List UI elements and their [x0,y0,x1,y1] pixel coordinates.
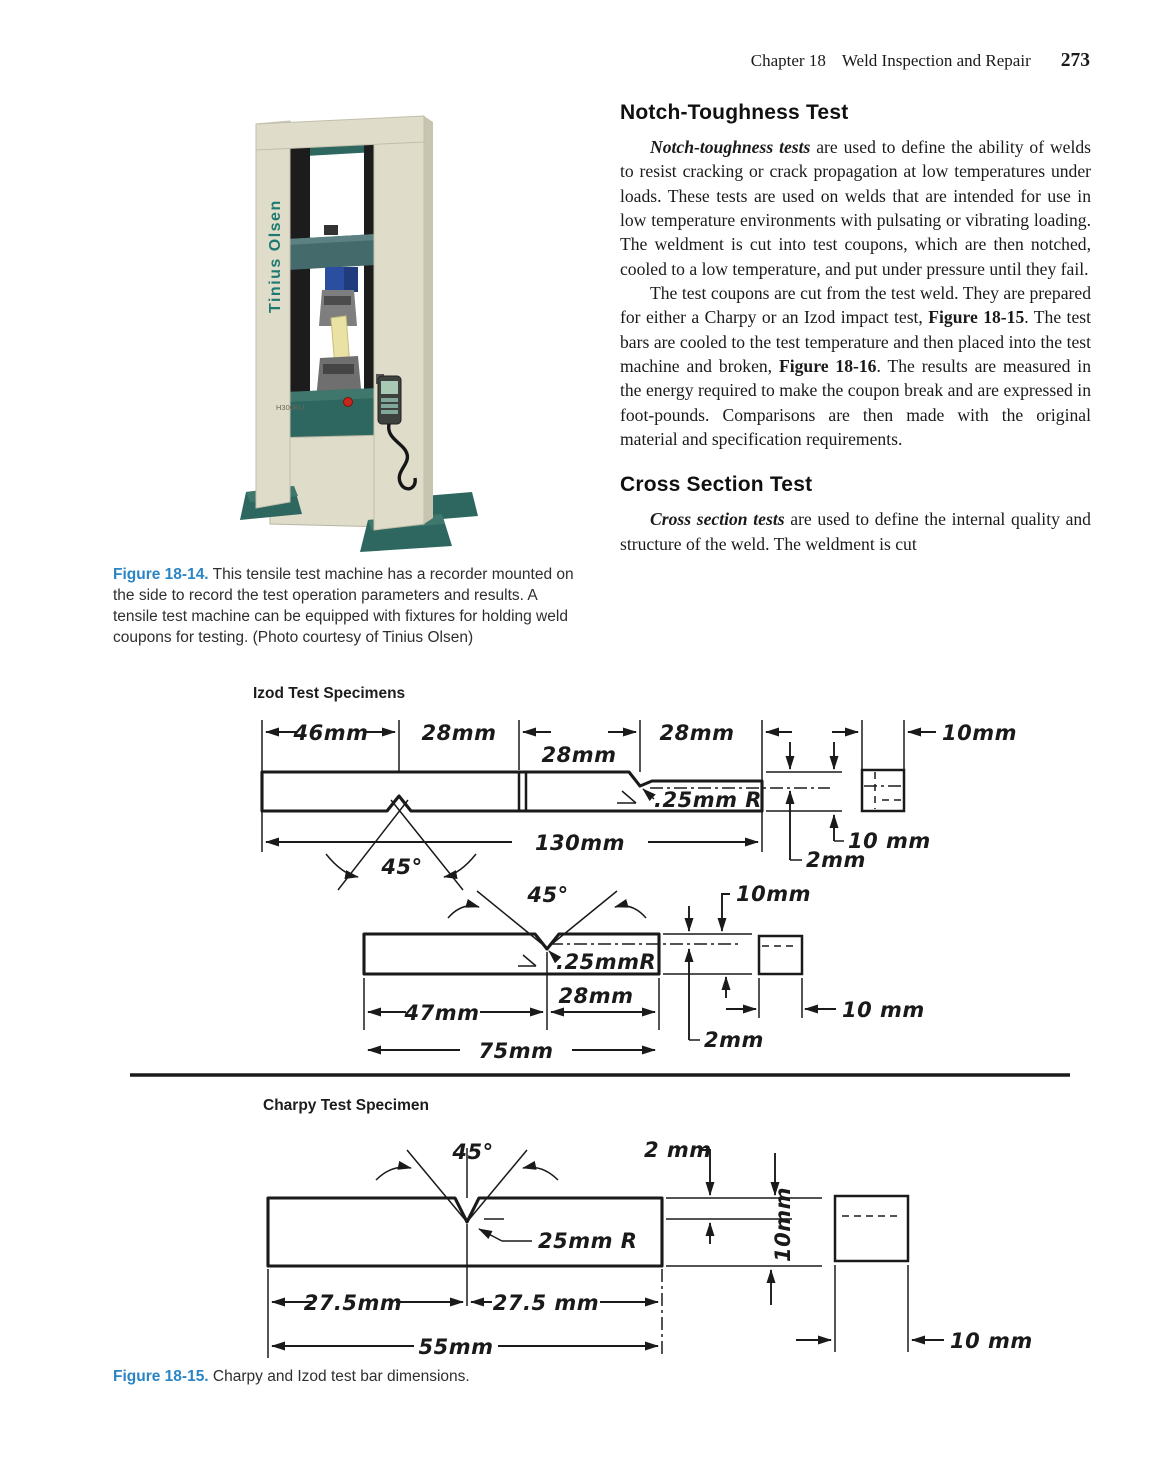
izod1-angle-45: 45° [381,855,423,879]
running-header [620,50,1090,72]
charpy-dim-55mm: 55mm [418,1335,494,1359]
machine-brand-text: Tinius Olsen [267,199,284,313]
izod-specimen-2-drawing [364,882,925,1063]
izod1-dim-2mm: 2mm [806,848,866,872]
machine-left-column [256,121,290,508]
izod2-dim-75mm: 75mm [478,1039,554,1063]
controller-keys-row1 [381,398,398,402]
izod2-angle-45: 45° [527,883,569,907]
text-column [620,101,1091,556]
section-heading-notch-toughness: Notch-Toughness Test [620,101,849,124]
izod2-dim-10mm-bottom: 10 mm [842,998,925,1022]
machine-right-column [374,116,424,530]
figure-18-15-label: Figure 18-15. [113,1368,209,1385]
izod1-dim-28mm-b: 28mm [541,743,617,767]
figure-18-15-text: Charpy and Izod test bar dimensions. [208,1368,470,1385]
izod1-dim-10mm-top: 10mm [942,721,1017,745]
charpy-dim-2mm: 2 mm [644,1138,712,1162]
izod1-dim-10mm-side: 10 mm [848,829,931,853]
tensile-test-machine-photo [228,98,490,556]
machine-load-cell-shade [344,267,358,292]
figure-18-14-text: This tensile test machine has a recorder mounted on the side to record the test operation parameters and results. A tensile test machine can be equipped with fixtures for holding weld coupons for testing. (Photo courtesy of Tinius Olsen) [113,566,574,646]
paragraph-cross-1: Cross section tests are used to define the internal quality and structure of the weld. The weldment is cut [620,509,1091,554]
charpy-radius: 25mm R [538,1229,638,1253]
paragraph-notch-2: The test coupons are cut from the test weld. They are prepared for either a Charpy or an Izod impact test, Figure 18-15. The test bars are cooled to the test temperature and then placed into the test machine and broken, Figure 18-16. The results are measured in the energy required to make the coupon break and are expressed in foot-pounds. Comparisons are then made with the original material and specification requirements. [620,283,1091,450]
izod1-radius: .25mm R [654,788,762,812]
controller-keys-row3 [381,410,398,414]
controller-keys-row2 [381,404,398,408]
charpy-dim-10mm-bottom: 10 mm [950,1329,1033,1353]
chapter-label: Chapter 18 [750,51,826,70]
izod2-dim-28mm: 28mm [558,984,634,1008]
charpy-dim-10mm-rotated: 10mm [771,1187,795,1262]
section-heading-cross-section: Cross Section Test [620,473,813,497]
controller-screen [381,381,398,394]
izod1-dim-130mm: 130mm [534,831,626,855]
izod-specimen-1-drawing [262,720,1017,890]
izod2-dim-47mm: 47mm [404,1001,480,1025]
izod1-dim-28mm-c: 28mm [659,721,735,745]
charpy-dim-27.5mm-b: 27.5 mm [492,1291,600,1315]
charpy-dim-27.5mm-a: 27.5mm [303,1291,403,1315]
figure-18-15-caption [113,1366,813,1387]
page-number: 273 [1060,50,1090,71]
machine-right-column-side [424,116,433,524]
izod2-dim-10mm-top: 10mm [736,882,811,906]
figure-18-14-caption [113,564,585,648]
figure-18-15-drawing [130,678,1070,1368]
machine-model-text: H300KU [276,403,305,412]
chapter-title: Weld Inspection and Repair [841,51,1031,70]
charpy-angle-45: 45° [452,1140,494,1164]
charpy-specimen-label: Charpy Test Specimen [263,1097,429,1114]
izod2-dim-2mm: 2mm [704,1028,764,1052]
machine-lower-grip-jaw [323,364,354,374]
izod1-dim-28mm-a: 28mm [421,721,497,745]
machine-upper-grip-jaw [324,296,351,305]
charpy-specimen-drawing [268,1138,1033,1359]
izod-specimens-label: Izod Test Specimens [253,685,406,702]
izod1-dim-46mm: 46mm [293,721,369,745]
figure-18-14-label: Figure 18-14. [113,566,209,583]
machine-crosshead-knob [324,225,338,235]
paragraph-notch-1: Notch-toughness tests are used to define the ability of welds to resist cracking or crack propagation at low temperatures under loads. These tests are used on welds that are intended for use in low temperature environments with pulsating or vibrating loading. The weldment is cut into test coupons, which are then notched, cooled to a low temperature, and put under pressure until they fail. [620,137,1091,279]
izod2-radius: .25mmR [556,950,657,974]
machine-estop-button [344,398,353,407]
